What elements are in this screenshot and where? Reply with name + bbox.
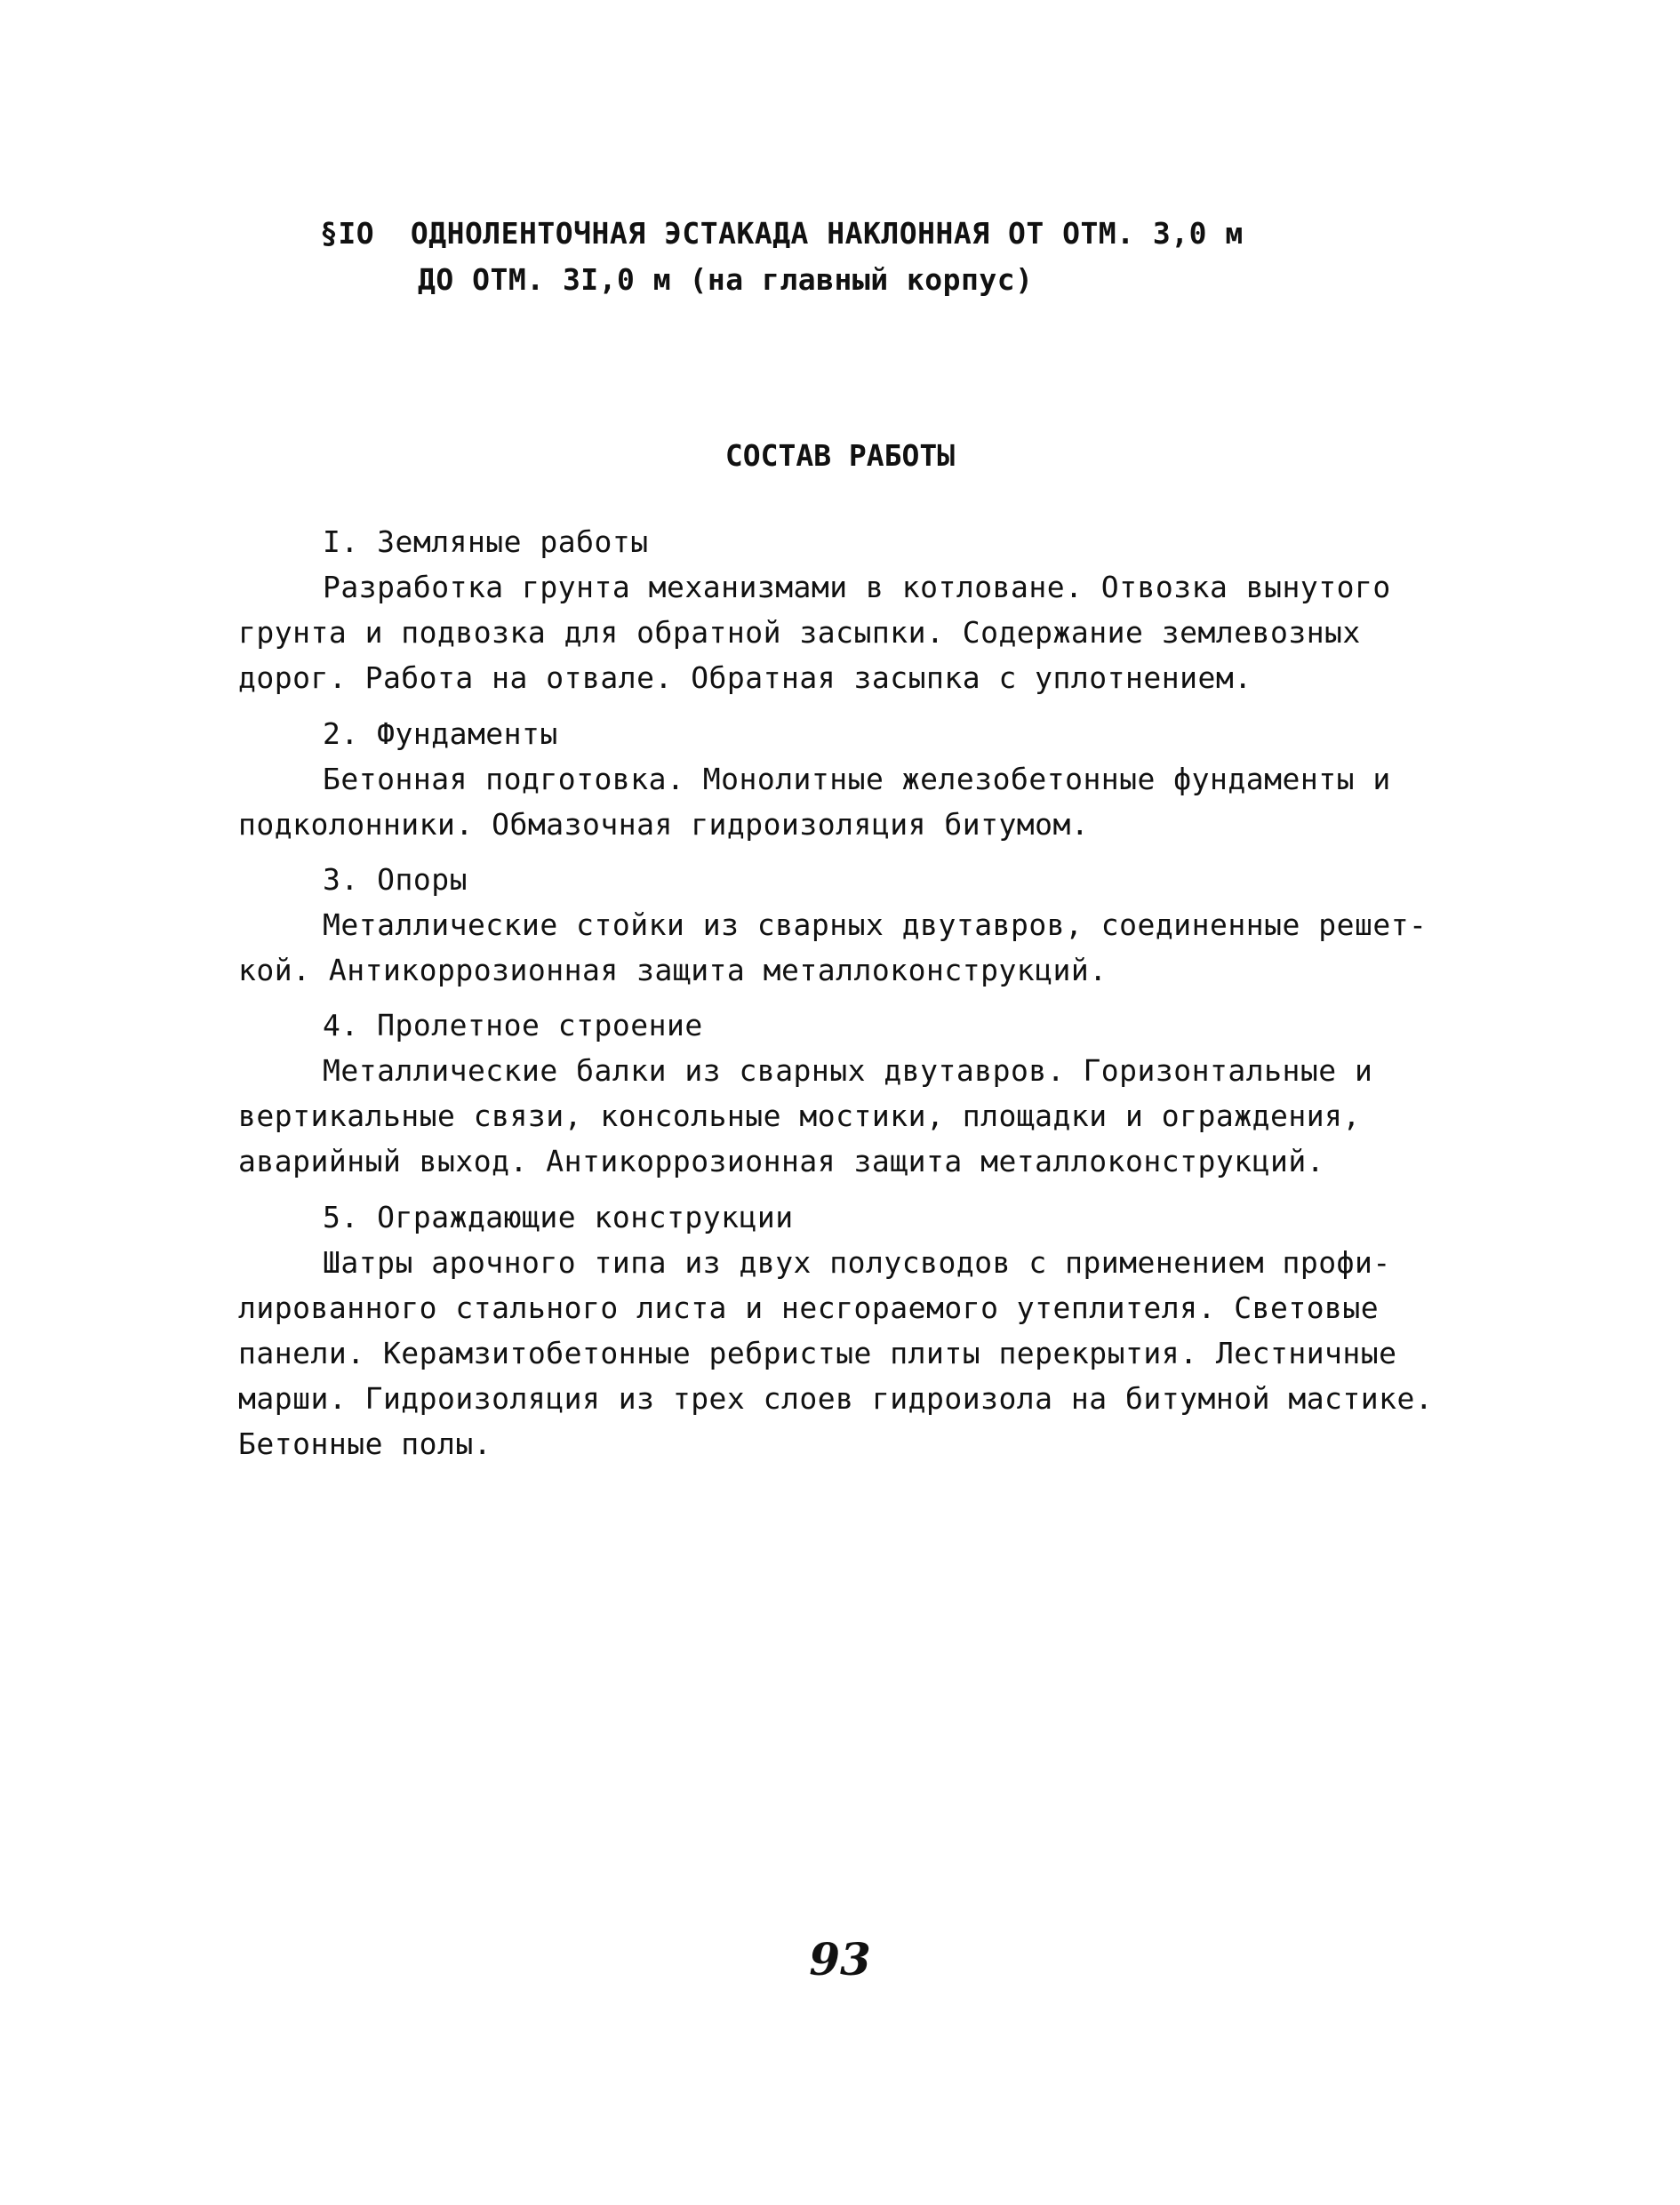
item-title: 3. Опоры: [323, 862, 468, 897]
item-line: грунта и подвозка для обратной засыпки. Содержание землевозных: [238, 615, 1361, 650]
item-title: 5. Ограждающие конструкции: [323, 1200, 794, 1234]
heading-line-1: §IO ОДНОЛЕНТОЧНАЯ ЭСТАКАДА НАКЛОННАЯ ОТ ОТМ. 3,0 м: [320, 216, 1244, 251]
heading-line-2: ДО ОТМ. 3I,0 м (на главный корпус): [418, 262, 1034, 297]
item-line: Металлические балки из сварных двутавров. Горизонтальные и: [323, 1053, 1373, 1088]
item-title: 4. Пролетное строение: [323, 1008, 703, 1043]
item-line: кой. Антикоррозионная защита металлоконструкций.: [238, 953, 1108, 987]
item-line: аварийный выход. Антикоррозионная защита металлоконструкций.: [238, 1144, 1325, 1178]
item-line: лированного стального листа и несгораемого утеплителя. Световые: [238, 1290, 1380, 1325]
item-line: вертикальные связи, консольные мостики, площадки и ограждения,: [238, 1099, 1361, 1133]
page-number: 93: [809, 1933, 871, 1985]
item-title: I. Земляные работы: [323, 524, 649, 559]
item-title: 2. Фундаменты: [323, 716, 558, 751]
section-title: СОСТАВ РАБОТЫ: [724, 438, 956, 473]
item-line: марши. Гидроизоляция из трех слоев гидроизола на битумной мастике.: [238, 1381, 1434, 1416]
item-line: Шатры арочного типа из двух полусводов с применением профи-: [323, 1245, 1391, 1280]
item-line: Металлические стойки из сварных двутавров, соединенные решет-: [323, 907, 1428, 942]
item-line: Разработка грунта механизмами в котловане. Отвозка вынутого: [323, 570, 1391, 604]
item-line: Бетонные полы.: [238, 1426, 492, 1461]
item-line: Бетонная подготовка. Монолитные железобетонные фундаменты и: [323, 762, 1391, 796]
item-line: подколонники. Обмазочная гидроизоляция битумом.: [238, 807, 1090, 842]
item-line: дорог. Работа на отвале. Обратная засыпка с уплотнением.: [238, 660, 1252, 695]
item-line: панели. Керамзитобетонные ребристые плиты перекрытия. Лестничные: [238, 1336, 1397, 1370]
